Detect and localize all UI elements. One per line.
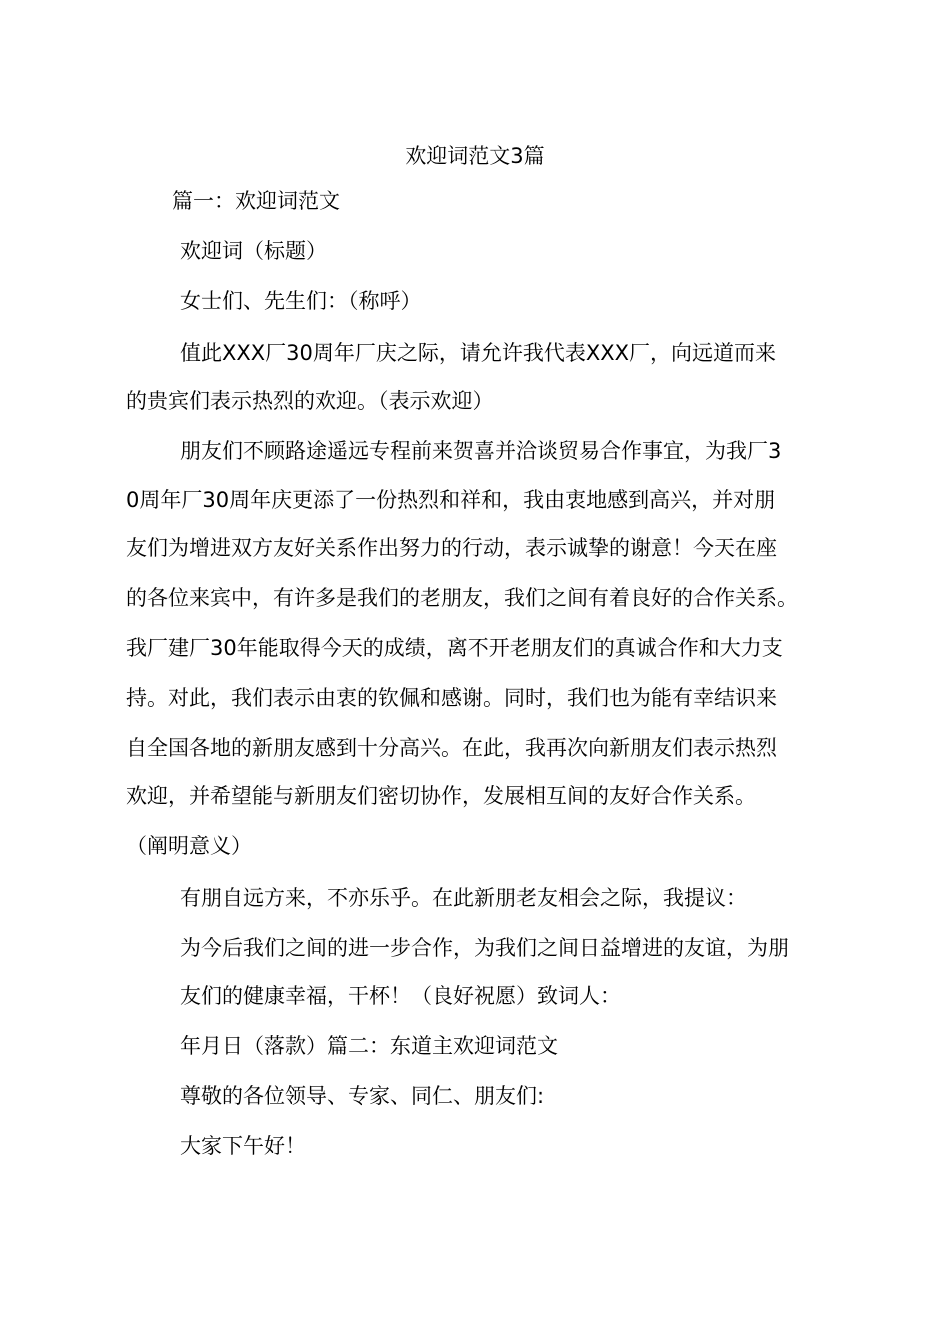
section-heading-1: 篇一：欢迎词范文 — [172, 189, 340, 213]
speech-title-line: 欢迎词（标题） — [180, 239, 327, 263]
paragraph-line: 欢迎，并希望能与新朋友们密切协作，发展相互间的友好合作关系。 — [126, 784, 756, 808]
paragraph-line: 友们为增进双方友好关系作出努力的行动，表示诚挚的谢意！今天在座 — [126, 536, 777, 560]
paragraph-line: 的贵宾们表示热烈的欢迎。（表示欢迎） — [126, 389, 494, 413]
paragraph-line: 我厂建厂30年能取得今天的成绩，离不开老朋友们的真诚合作和大力支 — [126, 636, 783, 660]
paragraph-line: 0周年厂30周年庆更添了一份热烈和祥和，我由衷地感到高兴，并对朋 — [126, 488, 776, 512]
paragraph-line: 自全国各地的新朋友感到十分高兴。在此，我再次向新朋友们表示热烈 — [126, 736, 777, 760]
document-title: 欢迎词范文3篇 — [405, 144, 545, 168]
paragraph-line: 友们的健康幸福，干杯！（良好祝愿）致词人： — [180, 984, 621, 1008]
paragraph-line: （阐明意义） — [126, 834, 252, 858]
paragraph-line: 年月日（落款）篇二：东道主欢迎词范文 — [180, 1034, 558, 1058]
paragraph-line: 的各位来宾中，有许多是我们的老朋友，我们之间有着良好的合作关系。 — [126, 586, 798, 610]
paragraph-line: 持。对此，我们表示由衷的钦佩和感谢。同时，我们也为能有幸结识来 — [126, 686, 777, 710]
paragraph-line: 为今后我们之间的进一步合作，为我们之间日益增进的友谊，为朋 — [180, 936, 789, 960]
paragraph-line: 朋友们不顾路途遥远专程前来贺喜并洽谈贸易合作事宜，为我厂3 — [180, 439, 782, 463]
salutation-line: 女士们、先生们：（称呼） — [180, 289, 422, 313]
paragraph-line: 大家下午好！ — [180, 1134, 306, 1158]
paragraph-line: 尊敬的各位领导、专家、同仁、朋友们: — [180, 1084, 545, 1108]
paragraph-line: 值此XXX厂30周年厂庆之际，请允许我代表XXX厂，向远道而来 — [180, 341, 777, 365]
paragraph-line: 有朋自远方来，不亦乐乎。在此新朋老友相会之际，我提议： — [180, 886, 747, 910]
